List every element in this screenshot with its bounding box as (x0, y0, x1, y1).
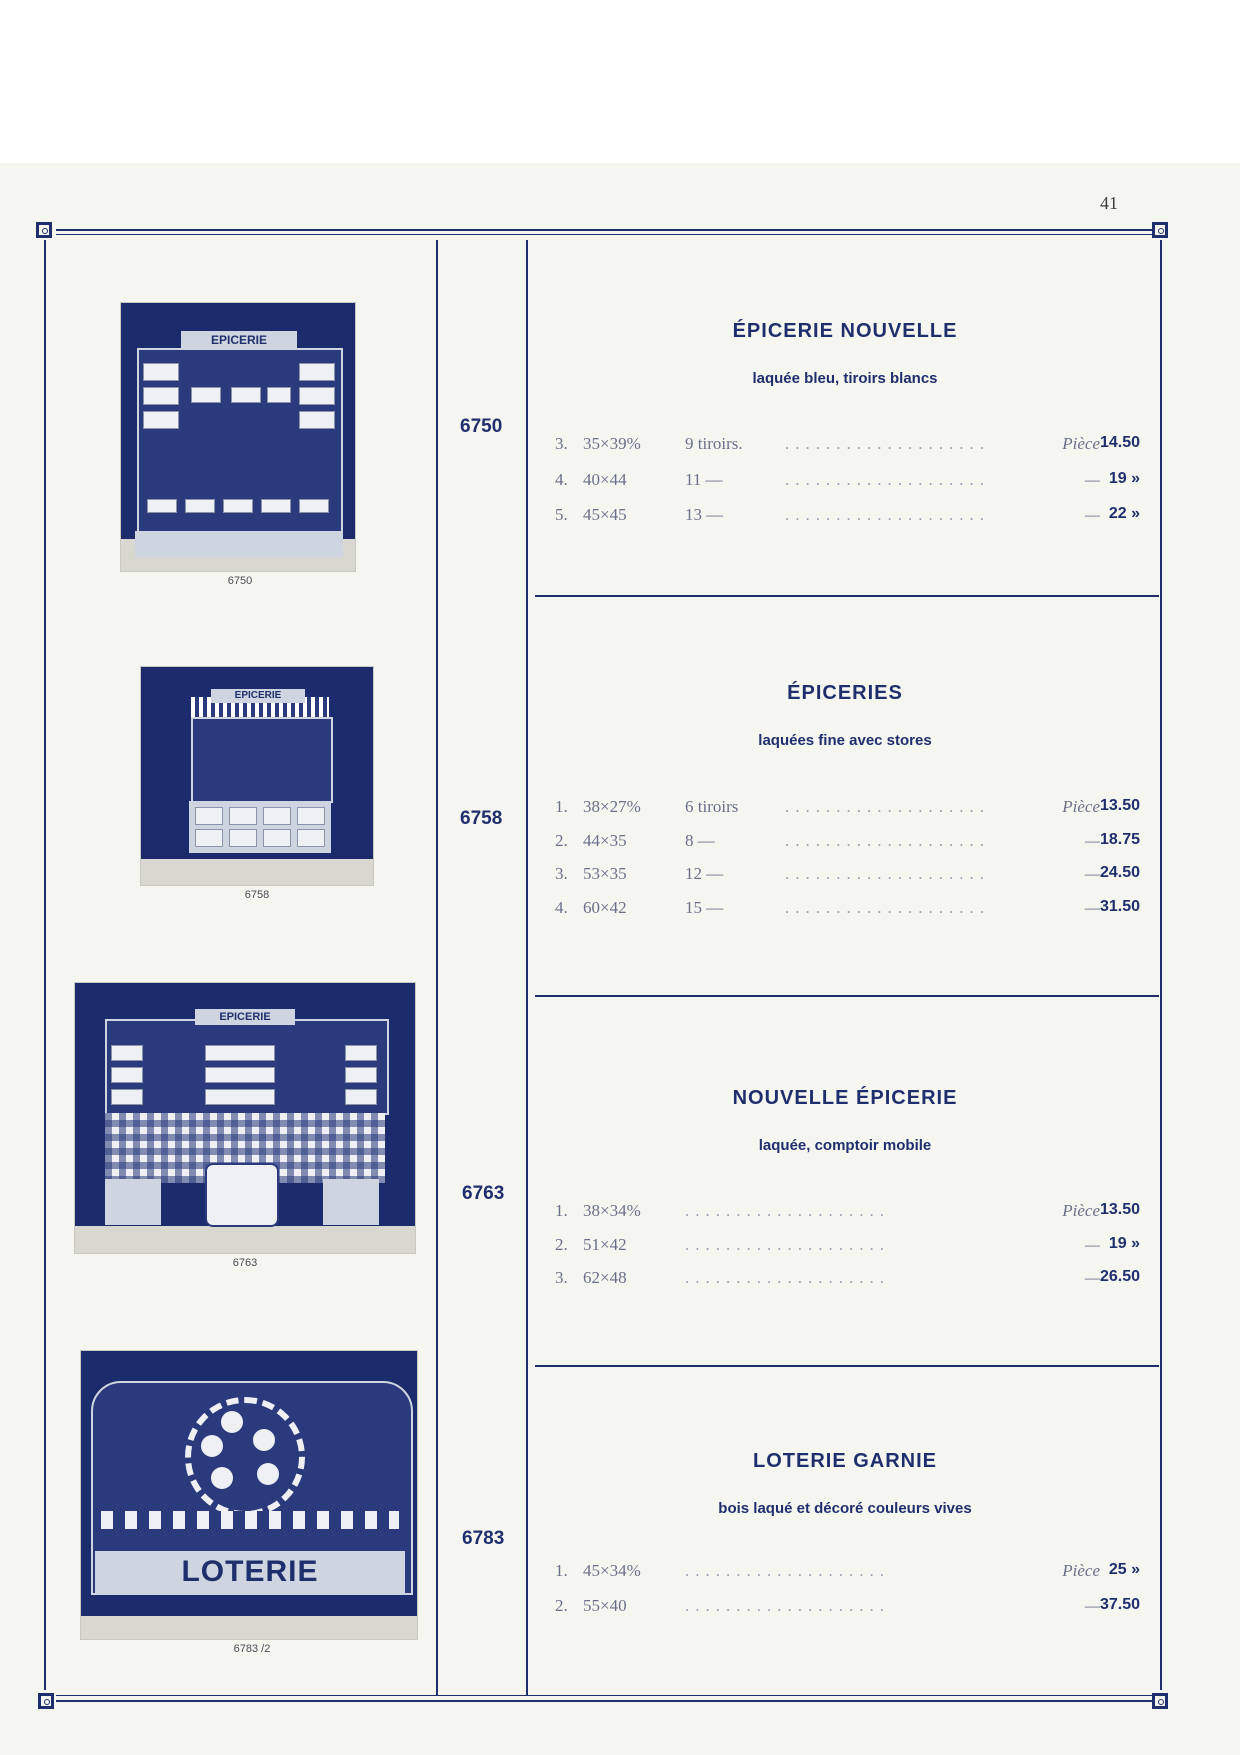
row-unit: — (1084, 505, 1100, 524)
row-unit: — (1084, 898, 1100, 917)
row-unit: Pièce (1062, 434, 1100, 453)
dot-leader: .................... (785, 898, 990, 917)
row-dimensions: 38×27% (583, 797, 641, 816)
row-price: 19 » (1108, 1235, 1140, 1252)
price-row (555, 831, 1140, 855)
row-price: 31.50 (1099, 898, 1140, 915)
dot-leader: .................... (785, 831, 990, 850)
section-separator (535, 1365, 1159, 1367)
frame-left-line (44, 240, 46, 1690)
dot-leader: .................... (685, 1235, 890, 1254)
reference-number: 6750 (460, 416, 503, 437)
row-dimensions: 45×45 (583, 505, 627, 524)
product-title: LOTERIE GARNIE (752, 1450, 937, 1472)
column-divider (436, 240, 438, 1695)
row-price: 26.50 (1099, 1268, 1140, 1285)
product-photo (120, 302, 356, 572)
frame-bottom-inner-line (56, 1695, 1156, 1696)
dot-leader: .................... (685, 1201, 890, 1220)
row-drawers: 12 — (685, 864, 724, 883)
price-row (555, 1596, 1140, 1620)
row-unit: Pièce (1062, 1201, 1100, 1220)
row-price: 13.50 (1099, 1201, 1140, 1218)
frame-top-line (56, 229, 1156, 231)
shop-sign: EPICERIE (195, 1009, 295, 1025)
dot-leader: .................... (785, 470, 990, 489)
row-dimensions: 44×35 (583, 831, 627, 850)
row-drawers: 6 tiroirs (685, 797, 739, 816)
frame-corner-ornament (36, 222, 52, 238)
row-drawers: 11 — (685, 470, 723, 489)
dot-leader: .................... (685, 1268, 890, 1287)
row-number: 3. (555, 434, 568, 453)
dot-leader: .................... (785, 505, 990, 524)
shop-sign: EPICERIE (181, 331, 297, 349)
row-dimensions: 40×44 (583, 470, 627, 489)
row-drawers: 15 — (685, 898, 724, 917)
price-row (555, 505, 1140, 529)
page-number: 41 (1100, 193, 1118, 213)
row-number: 3. (555, 1268, 568, 1287)
product-photo (80, 1350, 418, 1640)
row-drawers: 9 tiroirs. (685, 434, 743, 453)
row-dimensions: 62×48 (583, 1268, 627, 1287)
row-unit: — (1084, 864, 1100, 883)
row-price: 24.50 (1099, 864, 1140, 881)
price-row (555, 1235, 1140, 1259)
row-drawers: 8 — (685, 831, 715, 850)
row-unit: — (1084, 831, 1100, 850)
product-subtitle: laquées fine avec stores (758, 732, 932, 749)
product-subtitle: bois laqué et décoré couleurs vives (718, 1500, 972, 1517)
reference-number: 6783 (462, 1528, 505, 1549)
row-drawers: 13 — (685, 505, 724, 524)
row-dimensions: 35×39% (583, 434, 641, 453)
section-separator (535, 995, 1159, 997)
row-unit: Pièce (1062, 1561, 1100, 1580)
row-number: 4. (555, 470, 568, 489)
frame-corner-ornament (1152, 1693, 1168, 1709)
row-number: 4. (555, 898, 568, 917)
price-row (555, 1561, 1140, 1585)
reference-number: 6763 (462, 1183, 505, 1204)
row-price: 22 » (1108, 505, 1140, 522)
row-number: 2. (555, 831, 568, 850)
row-price: 13.50 (1099, 797, 1140, 814)
dot-leader: .................... (685, 1596, 890, 1615)
row-unit: Pièce (1062, 797, 1100, 816)
row-dimensions: 55×40 (583, 1596, 627, 1615)
reference-number: 6758 (460, 808, 503, 829)
row-price: 19 » (1108, 470, 1140, 487)
column-divider (526, 240, 528, 1695)
product-subtitle: laquée, comptoir mobile (758, 1137, 932, 1154)
row-number: 2. (555, 1596, 568, 1615)
row-price: 37.50 (1099, 1596, 1140, 1613)
row-dimensions: 60×42 (583, 898, 627, 917)
frame-corner-ornament (1152, 222, 1168, 238)
price-row (555, 797, 1140, 821)
price-row (555, 470, 1140, 494)
row-unit: — (1084, 470, 1100, 489)
row-dimensions: 53×35 (583, 864, 627, 883)
row-number: 1. (555, 797, 568, 816)
dot-leader: .................... (685, 1561, 890, 1580)
row-number: 3. (555, 864, 568, 883)
dot-leader: .................... (785, 864, 990, 883)
price-row (555, 898, 1140, 922)
photo-caption: 6763 (232, 1257, 258, 1269)
dot-leader: .................... (785, 434, 990, 453)
price-row (555, 864, 1140, 888)
row-number: 1. (555, 1561, 568, 1580)
frame-bottom-line (56, 1700, 1156, 1702)
frame-corner-ornament (38, 1693, 54, 1709)
price-row (555, 1268, 1140, 1292)
product-title: NOUVELLE ÉPICERIE (732, 1087, 958, 1109)
row-number: 1. (555, 1201, 568, 1220)
row-dimensions: 51×42 (583, 1235, 627, 1254)
product-subtitle: laquée bleu, tiroirs blancs (752, 370, 938, 387)
row-number: 2. (555, 1235, 568, 1254)
row-unit: — (1084, 1596, 1100, 1615)
row-dimensions: 38×34% (583, 1201, 641, 1220)
photo-caption: 6758 (244, 889, 270, 901)
photo-caption: 6750 (227, 575, 253, 587)
row-unit: — (1084, 1235, 1100, 1254)
product-photo (140, 666, 374, 886)
section-separator (535, 595, 1159, 597)
shop-sign: LOTERIE (95, 1551, 405, 1593)
dot-leader: .................... (785, 797, 990, 816)
frame-top-inner-line (56, 234, 1156, 235)
price-row (555, 1201, 1140, 1225)
row-price: 25 » (1108, 1561, 1140, 1578)
row-dimensions: 45×34% (583, 1561, 641, 1580)
row-price: 14.50 (1099, 434, 1140, 451)
row-price: 18.75 (1099, 831, 1140, 848)
price-row (555, 434, 1140, 458)
shop-sign: EPICERIE (211, 689, 305, 703)
row-number: 5. (555, 505, 568, 524)
row-unit: — (1084, 1268, 1100, 1287)
product-photo (74, 982, 416, 1254)
product-title: ÉPICERIES (787, 682, 903, 704)
frame-right-line (1160, 240, 1162, 1690)
photo-caption: 6783 /2 (233, 1643, 271, 1655)
product-title: ÉPICERIE NOUVELLE (732, 320, 958, 342)
